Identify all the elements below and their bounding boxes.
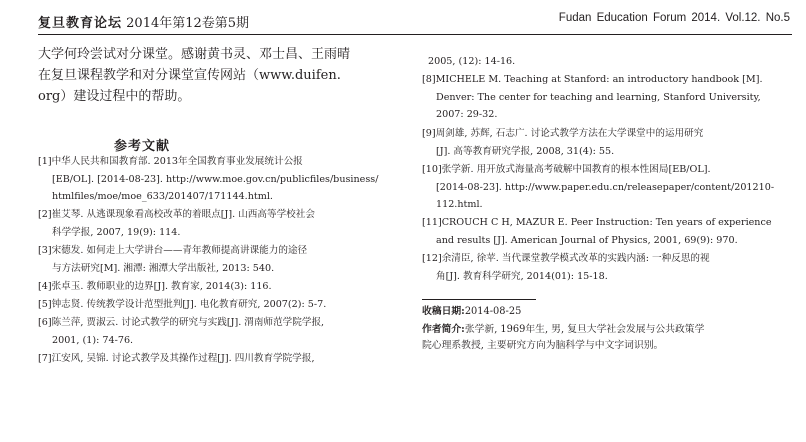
reference-line: 2007: 29-32. — [436, 109, 498, 120]
reference-continuation — [428, 53, 515, 71]
reference-item — [38, 242, 307, 277]
reference-line: [2014-08-23]. http://www.paper.edu.cn/releasepaper/content/201210- — [436, 181, 775, 193]
paragraph-line: 大学何玲尝试对分课堂。感谢黄书灵、邓士昌、王雨晴 — [38, 47, 351, 62]
references-heading: 参考文献 — [114, 139, 171, 154]
paragraph-line: 在复旦课程教学和对分课堂宣传网站（www.duifen. — [38, 68, 341, 83]
reference-line: [8]MICHELE M. Teaching at Stanford: an introductory handbook [M]. — [422, 74, 763, 85]
reference-line: 与方法研究[M]. 湘潭: 湘潭大学出版社, 2013: 540. — [52, 262, 275, 274]
reference-line: 2005, (12): 14-16. — [428, 56, 516, 67]
issue-info: 2014年第12卷第5期 — [126, 16, 250, 31]
author-bio-line: 张学新, 1969年生, 男, 复旦大学社会发展与公共政策学 — [464, 324, 705, 335]
reference-item — [38, 206, 315, 241]
reference-line: 角[J]. 教育科学研究, 2014(01): 15-18. — [436, 270, 608, 282]
running-header-right: Fudan Education Forum 2014. Vol.12. No.5 — [558, 12, 790, 24]
reference-line: [EB/OL]. [2014-08-23]. http://www.moe.gov.cn/publicfiles/business/ — [52, 173, 379, 185]
reference-line: 2001, (1): 74-76. — [52, 334, 134, 346]
reference-line: [4]张卓玉. 教师职业的边界[J]. 教育家, 2014(3): 116. — [38, 281, 272, 292]
reference-line: [J]. 高等教育研究学报, 2008, 31(4): 55. — [436, 145, 615, 157]
reference-line: [5]钟志贤. 传统教学设计范型批判[J]. 电化教育研究, 2007(2): 5-7. — [38, 299, 327, 310]
reference-item — [38, 153, 378, 206]
author-bio-label: 作者简介: — [422, 324, 465, 335]
reference-line: [11]CROUCH C H, MAZUR E. Peer Instruction: Ten years of experience — [422, 217, 772, 228]
reference-line: [10]张学新. 用开放式海量高考破解中国教育的根本性困局[EB/OL]. — [422, 164, 711, 175]
reference-line: [6]陈兰萍, 贾淑云. 讨论式教学的研究与实践[J]. 渭南师范学院学报, — [38, 317, 325, 328]
reference-line: 112.html. — [436, 199, 483, 210]
footnote-divider — [422, 299, 536, 300]
reference-item — [38, 296, 326, 314]
author-bio-line: 院心理系教授, 主要研究方向为脑科学与中文字词识别。 — [422, 340, 664, 351]
received-date — [422, 304, 521, 320]
reference-item — [422, 250, 710, 285]
running-header-left — [38, 12, 249, 31]
author-bio — [422, 322, 704, 354]
reference-line: [2]崔艾琴. 从逃课现象看高校改革的着眼点[J]. 山西高等学校社会 — [38, 209, 315, 220]
reference-line: [9]周剑雄, 苏辉, 石志广. 讨论式教学方法在大学课堂中的运用研究 — [422, 128, 704, 139]
reference-item — [422, 125, 703, 160]
reference-line: 科学学报, 2007, 19(9): 114. — [52, 226, 181, 238]
reference-line: [7]江安风, 吴锦. 讨论式教学及其操作过程[J]. 四川教育学院学报, — [38, 353, 315, 364]
reference-line: [12]余清臣, 徐苹. 当代课堂教学模式改革的实践内涵: 一种反思的视 — [422, 253, 710, 264]
reference-line: Denver: The center for teaching and learning, Stanford University, — [436, 91, 761, 103]
reference-item — [422, 214, 772, 249]
received-value: 2014-08-25 — [464, 306, 522, 317]
paragraph-line: org）建设过程中的帮助。 — [38, 89, 191, 104]
reference-line: htmlfiles/moe/moe_633/201407/171144.html. — [52, 191, 273, 202]
reference-item — [38, 314, 324, 349]
received-label: 收稿日期: — [422, 306, 465, 317]
journal-name: 复旦教育论坛 — [38, 16, 123, 31]
closing-paragraph — [38, 44, 398, 107]
header-rule — [38, 34, 792, 35]
reference-line: [3]宋德发. 如何走上大学讲台——青年教师提高讲课能力的途径 — [38, 245, 308, 256]
reference-line: [1]中华人民共和国教育部. 2013年全国教育事业发展统计公报 — [38, 156, 303, 167]
reference-line: and results [J]. American Journal of Physics, 2001, 69(9): 970. — [436, 234, 738, 246]
reference-item — [422, 71, 763, 124]
reference-item — [38, 350, 315, 368]
reference-item — [38, 278, 272, 296]
reference-item — [422, 161, 774, 214]
